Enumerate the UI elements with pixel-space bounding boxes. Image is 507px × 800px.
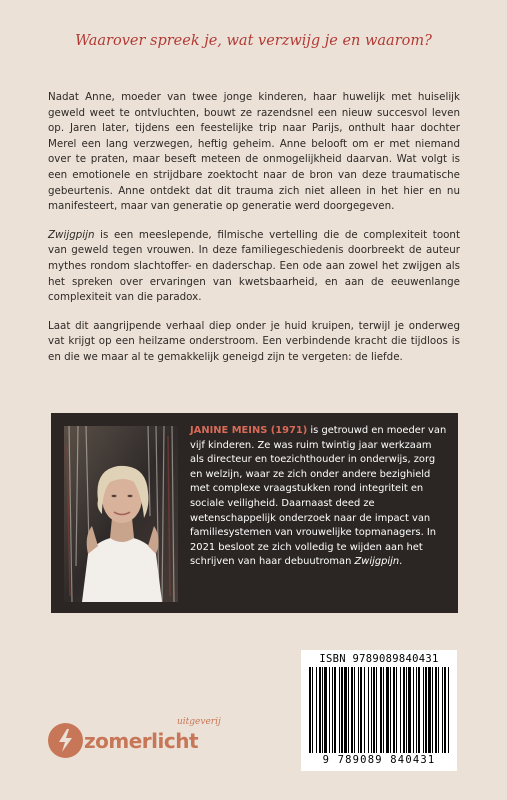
author-book-title: Zwijgpijn (354, 556, 400, 568)
author-bio-text: is getrouwd en moeder van vijf kinderen. Ze was ruim twintig jaar werkzaam als directeur en toezichthouder in onderwijs, zorg en welzijn, waar ze zich onder andere bezighield met complexe vraagstukken rond integriteit en sociale veiligheid. Daarnaast deed ze wetenschappelijk onderzoek naar de impact van familiesystemen van vrouwelijke topmanagers. In 2021 besloot ze zich volledig te wijden aan het schrijven van haar debuutroman (190, 425, 447, 568)
isbn-text: ISBN 9789089840431 (319, 653, 439, 665)
isbn-digits: 9 789089 840431 (322, 754, 436, 766)
isbn-barcode (301, 650, 457, 771)
tagline: Waarover spreek je, wat verzwijg je en waarom? (75, 33, 432, 49)
author-box (51, 413, 458, 613)
blurb-paragraph-2-text: is een meeslepende, filmische vertelling die de complexiteit toont van geweld tegen vrouwen. In deze familiegeschiedenis doorbreekt de auteur mythes rondom slachtoffer- en daderschap. Een ode aan zowel het zwijgen als het spreken over ervaringen van kwetsbaarheid, en aan de eeuwenlange complexiteit van die paradox. (48, 228, 460, 304)
publisher-logo (48, 717, 221, 762)
lightning-icon (48, 723, 83, 758)
book-title-inline: Zwijgpijn (48, 228, 95, 241)
blurb-paragraph-3: Laat dit aangrijpende verhaal diep onder je huid kruipen, terwijl je onderweg vat krijgt op een heilzame onderstroom. Een verbindende kracht die tijdloos is en die we maar al te gemakkelijk geneigd zijn te vergeten: de liefde. (48, 319, 460, 363)
author-photo-image (64, 426, 178, 602)
publisher-label: uitgeverij (177, 717, 221, 727)
blurb-paragraph-2 (48, 228, 460, 306)
barcode-bars (309, 667, 449, 753)
publisher-name: zomerlicht (84, 729, 199, 753)
author-bio (190, 424, 448, 570)
author-photo (64, 426, 178, 602)
blurb-paragraph-1: Nadat Anne, moeder van twee jonge kinderen, haar huwelijk met huiselijk geweld weet te ontvluchten, bouwt ze razendsnel een nieuw succesvol leven op. Jaren later, tijdens een feestelijke trip naar Parijs, onthult haar dochter Merel een lang verzwegen, heftig geheim. Anne belooft om er met niemand over te praten, maar beseft meteen de onmogelijkheid daarvan. Wat volgt is een emotionele en strijdbare zoektocht naar de bron van deze traumatische gebeurtenis. Anne ontdekt dat dit trauma zich niet alleen in het hier en nu manifesteert, maar van generatie op generatie werd doorgegeven. (48, 91, 460, 213)
blurb-text (48, 90, 460, 379)
author-name: JANINE MEINS (1971) (190, 425, 308, 436)
author-bio-end: . (399, 556, 403, 568)
